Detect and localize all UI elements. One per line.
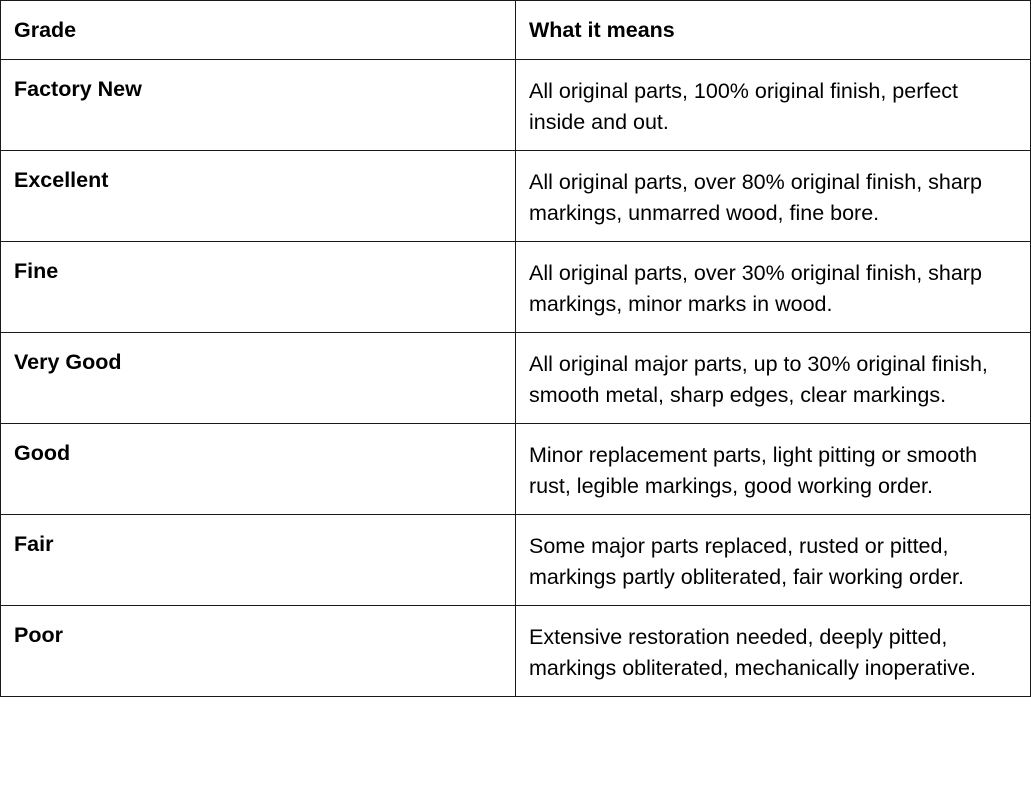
grade-cell: Very Good bbox=[1, 333, 516, 424]
header-row bbox=[1, 1, 1031, 60]
grade-cell: Fine bbox=[1, 242, 516, 333]
grade-cell: Factory New bbox=[1, 60, 516, 151]
table-row bbox=[1, 606, 1031, 697]
meaning-cell: All original parts, over 30% original finish, sharp markings, minor marks in wood. bbox=[516, 242, 1031, 333]
grade-cell: Poor bbox=[1, 606, 516, 697]
header-meaning: What it means bbox=[516, 1, 1031, 60]
header-grade: Grade bbox=[1, 1, 516, 60]
table-row bbox=[1, 242, 1031, 333]
table-row bbox=[1, 515, 1031, 606]
meaning-cell: Minor replacement parts, light pitting or smooth rust, legible markings, good working order. bbox=[516, 424, 1031, 515]
grade-cell: Good bbox=[1, 424, 516, 515]
table-row bbox=[1, 151, 1031, 242]
table-row bbox=[1, 333, 1031, 424]
meaning-cell: Extensive restoration needed, deeply pitted, markings obliterated, mechanically inoperative. bbox=[516, 606, 1031, 697]
table-row bbox=[1, 424, 1031, 515]
grade-cell: Fair bbox=[1, 515, 516, 606]
meaning-cell: All original parts, 100% original finish, perfect inside and out. bbox=[516, 60, 1031, 151]
meaning-cell: All original parts, over 80% original finish, sharp markings, unmarred wood, fine bore. bbox=[516, 151, 1031, 242]
meaning-cell: All original major parts, up to 30% original finish, smooth metal, sharp edges, clear markings. bbox=[516, 333, 1031, 424]
meaning-cell: Some major parts replaced, rusted or pitted, markings partly obliterated, fair working order. bbox=[516, 515, 1031, 606]
grade-cell: Excellent bbox=[1, 151, 516, 242]
table-row bbox=[1, 60, 1031, 151]
